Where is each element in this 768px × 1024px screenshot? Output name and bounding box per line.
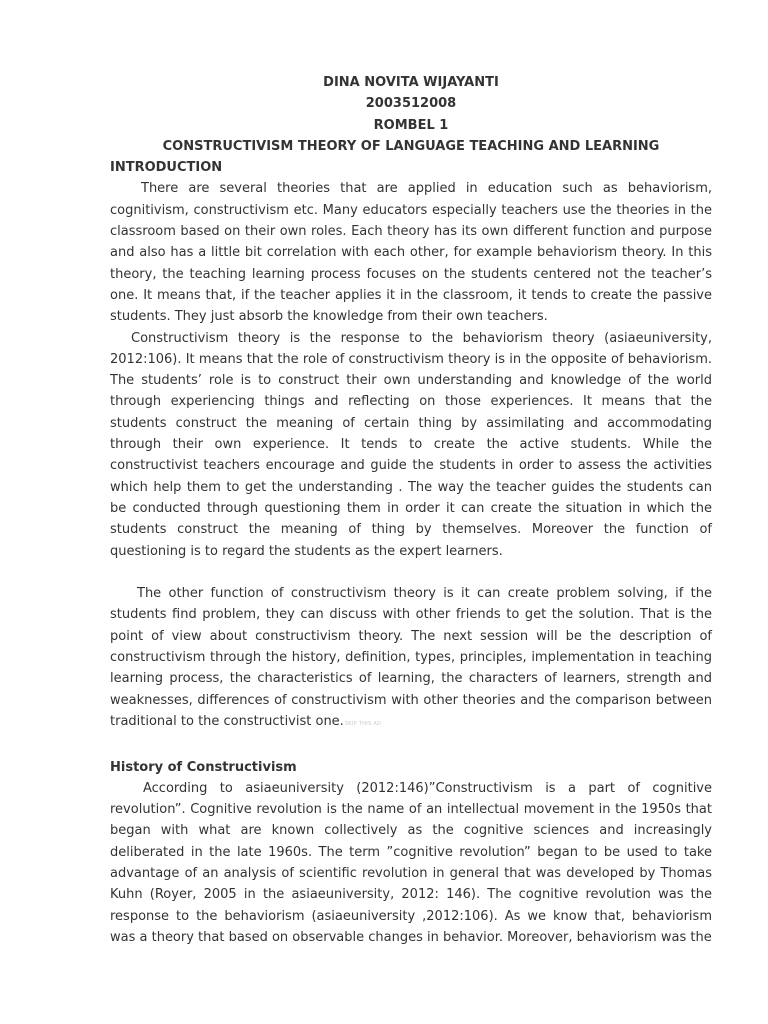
history-paragraph-1: According to asiaeuniversity (2012:146)”Constructivism is a part of cognitive revolution”. Cognitive revolution is the name of an intellectual movement in the 1950s that began with what are known collectively as the cognitive sciences and increasingly deliberated in the late 1960s. The term ”cognitive revolution” began to be used to take advantage of an analysis of scientific revolution in general that was developed by Thomas Kuhn (Royer, 2005 in the asiaeuniversity, 2012: 146). The cognitive revolution was the response to the behaviorism (asiaeuniversity ,2012:106). As we know that, behaviorism was a theory that based on observable changes in behavior. Moreover, behaviorism was the xyxy=(110,780,712,945)
intro-paragraph-1: There are several theories that are applied in education such as behaviorism, cognitivism, constructivism etc. Many educators especially teachers use the theories in the classroom based on their own roles. Each theory has its own different function and purpose and also has a little bit correlation with each other, for example behaviorism theory. In this theory, the teaching learning process focuses on the students centered not the teacher’s one. It means that, if the teacher applies it in the classroom, it tends to create the passive students. They just absorb the knowledge from their own teachers. xyxy=(110,181,712,325)
skip-ad-link[interactable]: SKIP THIS AD xyxy=(344,720,382,727)
class-label: ROMBEL 1 xyxy=(373,117,449,133)
intro-paragraph-3 xyxy=(110,583,712,735)
paragraph-spacer xyxy=(110,562,712,583)
intro-paragraph-2: Constructivism theory is the response to the behaviorism theory (asiaeuniversity, 2012:106). It means that the role of constructivism theory is in the opposite of behaviorism. The students’ role is to construct their own understanding and knowledge of the world through experiencing things and reflecting on those experiences. It means that the students construct the meaning of certain thing by assimilating and accommodating through their own experience. It tends to create the active students. While the constructivist teachers encourage and guide the students in order to assess the activities which help them to get the understanding . The way the teacher guides the students can be conducted through questioning them in order it can create the situation in which the students construct the meaning of thing by themselves. Moreover the function of questioning is to regard the students as the expert learners. xyxy=(110,330,712,559)
student-id: 2003512008 xyxy=(365,96,457,112)
author-name: DINA NOVITA WIJAYANTI xyxy=(323,75,499,90)
document-content xyxy=(110,72,712,948)
intro-paragraph-3-text: The other function of constructivism theory is it can create problem solving, if the students find problem, they can discuss with other friends to get the solution. That is the point of view about constructivism theory. The next session will be the description of constructivism through the history, definition, types, principles, implementation in teaching learning process, the characteristics of learning, the characters of learners, strength and weaknesses, differences of constructivism with other theories and the comparison between traditional to the constructivist one. xyxy=(110,586,712,729)
section-spacer xyxy=(110,735,712,756)
introduction-heading: INTRODUCTION xyxy=(110,160,223,176)
document-title: CONSTRUCTIVISM THEORY OF LANGUAGE TEACHING AND LEARNING xyxy=(162,138,660,154)
history-heading: History of Constructivism xyxy=(110,759,297,775)
